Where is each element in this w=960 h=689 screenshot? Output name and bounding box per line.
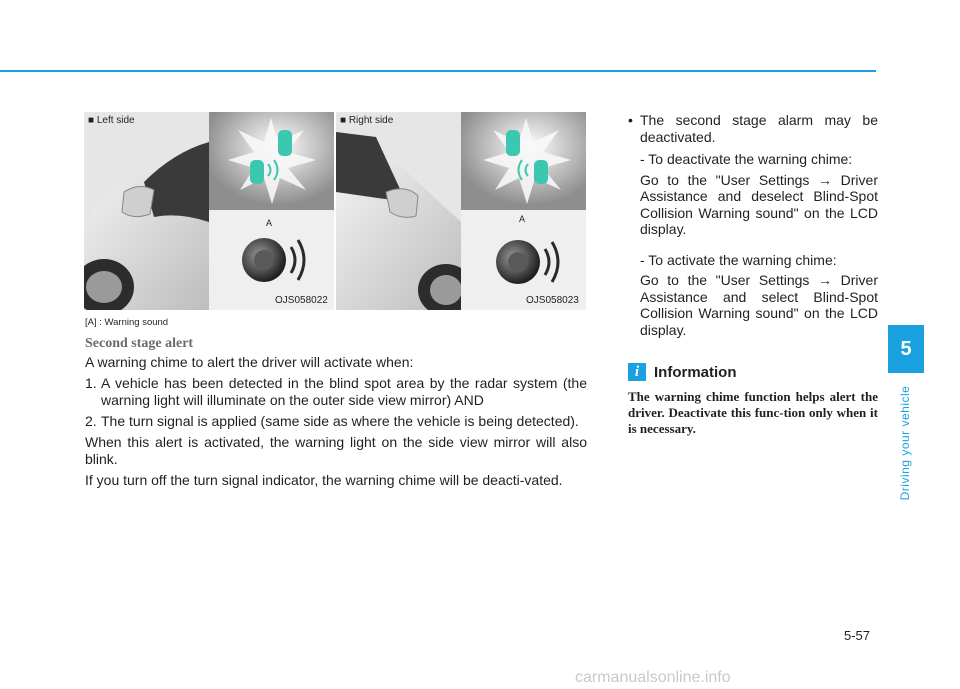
deactivate-instructions: Go to the "User Settings → Driver Assistance and deselect Blind-Spot Collision Warning sound" on the LCD display. xyxy=(640,171,878,237)
list-item-text: A vehicle has been detected in the blind spot area by the radar system (the warning light will illuminate on the outer side view mirror) AND xyxy=(101,375,587,408)
activate-instructions: Go to the "User Settings → Driver Assistance and select Blind-Spot Collision Warning sound" on the LCD display. xyxy=(640,272,878,338)
section-heading: Second stage alert xyxy=(85,336,194,351)
bullet-dot: • xyxy=(628,112,633,128)
chapter-title-text: Driving your vehicle xyxy=(898,385,912,501)
list-item-number: 1. xyxy=(85,375,97,391)
paragraph: If you turn off the turn signal indicator, the warning chime will be deacti-vated. xyxy=(85,472,563,488)
figure-left-side xyxy=(84,112,334,310)
chapter-tab: 5 xyxy=(888,325,924,373)
list-item xyxy=(85,413,587,430)
list-item xyxy=(85,375,587,409)
figure-right-code: OJS058023 xyxy=(526,295,579,306)
right-column xyxy=(628,112,878,342)
information-header xyxy=(628,363,737,381)
header-rule xyxy=(0,70,876,72)
section-body xyxy=(85,354,587,493)
information-title: Information xyxy=(654,363,737,381)
info-icon: i xyxy=(628,363,646,381)
list-item-text: The turn signal is applied (same side as where the vehicle is being detected). xyxy=(101,413,579,429)
bullet-item xyxy=(628,112,878,145)
page-number: 5-57 xyxy=(844,628,871,643)
section-intro: A warning chime to alert the driver will activate when: xyxy=(85,354,414,370)
figure-left-code: OJS058022 xyxy=(275,295,328,306)
bullet-text: The second stage alarm may be deactivated. xyxy=(640,112,878,145)
list-item-number: 2. xyxy=(85,413,97,429)
figure-left-marker: A xyxy=(266,218,273,228)
watermark: carmanualsonline.info xyxy=(575,669,731,686)
figure-right-side xyxy=(336,112,586,310)
figure-left-label: ■ Left side xyxy=(88,115,135,126)
deactivate-label: - To deactivate the warning chime: xyxy=(640,151,853,167)
chapter-title xyxy=(895,378,915,508)
information-text: The warning chime function helps alert the driver. Deactivate this func-tion only when it is necessary. xyxy=(628,389,878,436)
figure-right-label: ■ Right side xyxy=(340,115,394,126)
activate-label: - To activate the warning chime: xyxy=(640,251,837,268)
figure-right-marker: A xyxy=(519,214,526,224)
figure-caption: [A] : Warning sound xyxy=(85,317,169,328)
paragraph: When this alert is activated, the warning light on the side view mirror will also blink. xyxy=(85,434,587,467)
